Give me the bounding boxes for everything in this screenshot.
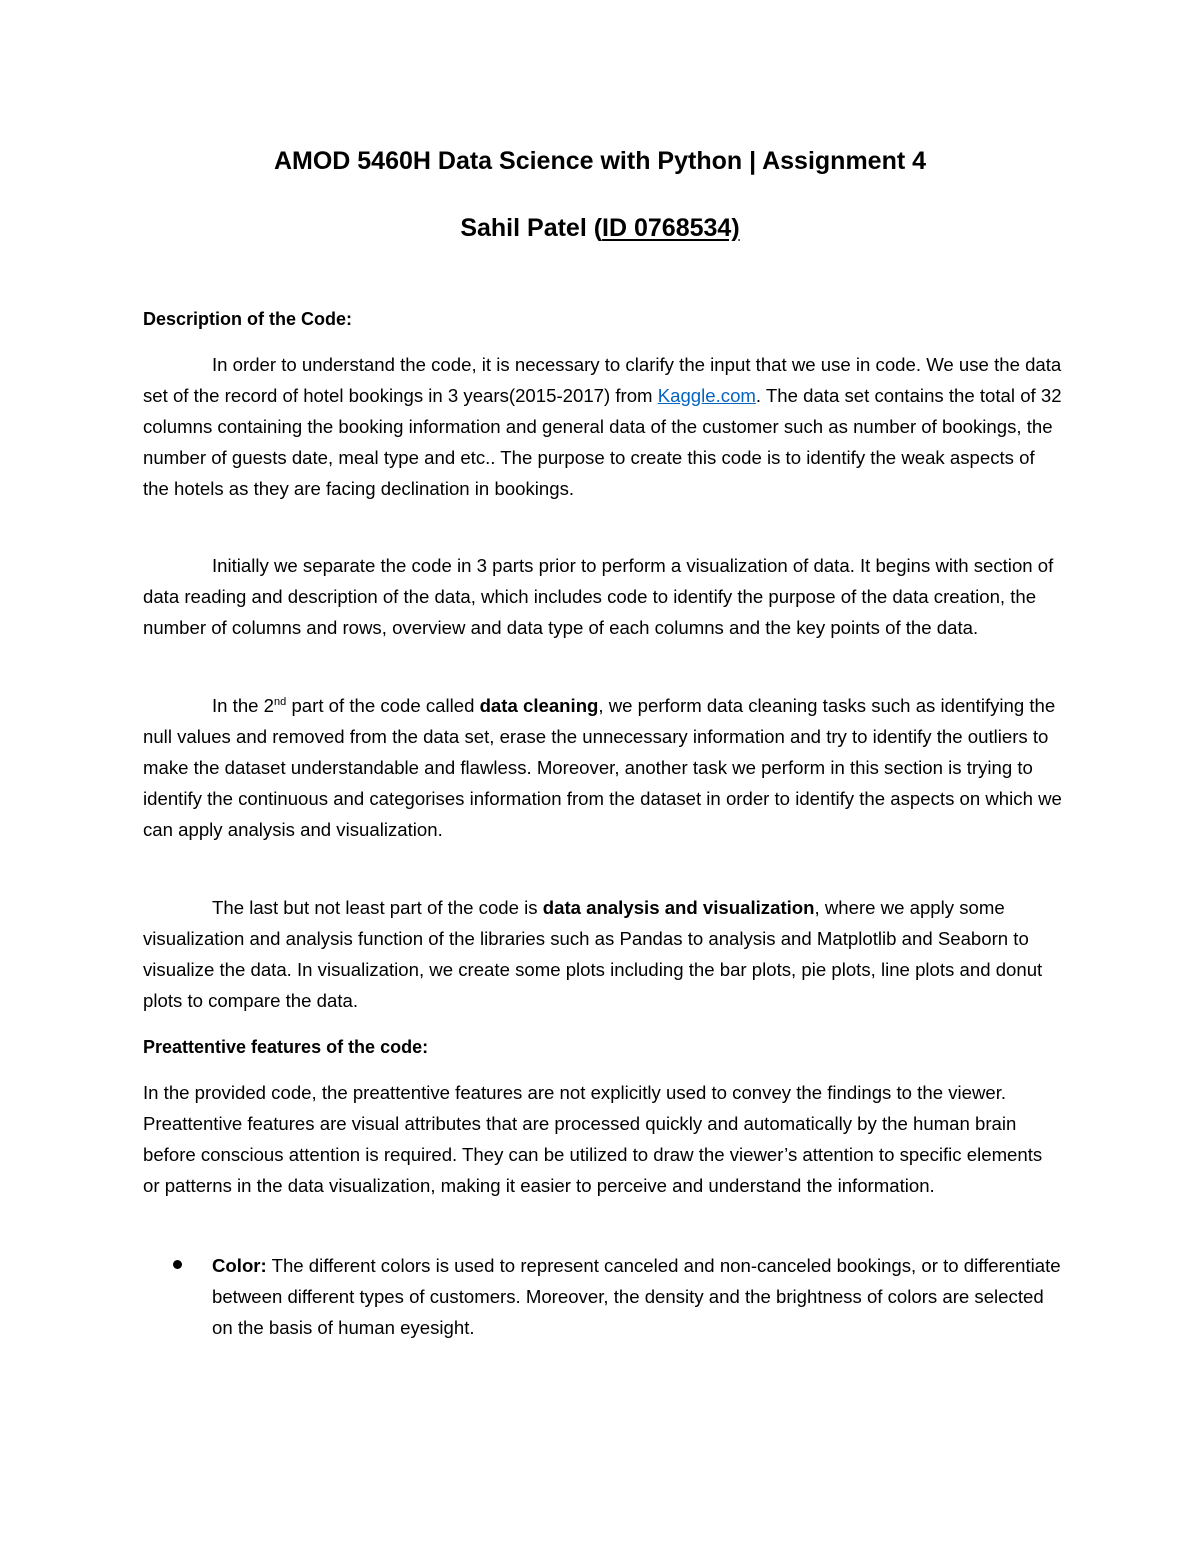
paragraph-text: In the 2 [212,695,275,716]
document-title: AMOD 5460H Data Science with Python | Assignment 4 [273,147,927,175]
paragraph-text: The last but not least part of the code is [212,897,543,918]
section-heading-preattentive: Preattentive features of the code: [143,1037,429,1057]
paragraph-data-cleaning [143,690,1063,845]
paragraph-text: , where we apply some visualization and analysis function of the libraries such as Pandas to analysis and Matplotlib and Seaborn to visualize the data. In visualization, we create some plots including the bar plots, pie plots, line plots and donut plots to compare the data. [143,897,1043,1011]
section-heading-description: Description of the Code: [143,309,353,329]
author-line [0,212,1200,244]
paragraph-preattentive [143,1077,1063,1201]
bullet-label: Color: [212,1255,267,1276]
paragraph-code-parts [143,550,1063,643]
ordinal-superscript: nd [274,695,287,708]
bullet-icon [173,1260,182,1269]
kaggle-link[interactable]: Kaggle.com [657,385,756,406]
paragraph-text: part of the code called [286,695,480,716]
bold-term: data cleaning [479,695,599,716]
author-id: ID 0768534) [602,214,740,242]
paragraph-text: In order to understand the code, it is necessary to clarify the input that we use in code. We use the data set of the record of hotel bookings in 3 years(2015-2017) from [143,354,1062,406]
bullet-list [143,1250,1063,1343]
paragraph-text: Initially we separate the code in 3 parts prior to perform a visualization of data. It begins with section of data reading and description of the data, which includes code to identify the purpose of the data creation, the number of columns and rows, overview and data type of each columns and the key points of the data. [143,555,1054,638]
list-item [143,1250,1063,1343]
paragraph-analysis-visualization [143,892,1063,1016]
author-name: Sahil Patel ( [460,214,603,242]
paragraph-text: In the provided code, the preattentive features are not explicitly used to convey the findings to the viewer. Preattentive features are visual attributes that are processed quickly and automatically by the human brain before conscious attention is required. They can be utilized to draw the viewer’s attention to specific elements or patterns in the data visualization, making it easier to perceive and understand the information. [143,1082,1043,1196]
paragraph-input-data [143,349,1063,504]
bullet-text: The different colors is used to represent canceled and non-canceled bookings, or to differentiate between different types of customers. Moreover, the density and the brightness of colors are selected on the basis of human eyesight. [212,1255,1061,1338]
bold-term: data analysis and visualization [542,897,815,918]
paragraph-text: . The data set contains the total of 32 columns containing the booking information and general data of the customer such as number of bookings, the number of guests date, meal type and etc.. The purpose to create this code is to identify the weak aspects of the hotels as they are facing declination in bookings. [143,385,1062,499]
paragraph-text: , we perform data cleaning tasks such as identifying the null values and removed from the data set, erase the unnecessary information and try to identify the outliers to make the dataset understandable and flawless. Moreover, another task we perform in this section is trying to identify the continuous and categorises information from the dataset in order to identify the aspects on which we can apply analysis and visualization. [143,695,1062,840]
